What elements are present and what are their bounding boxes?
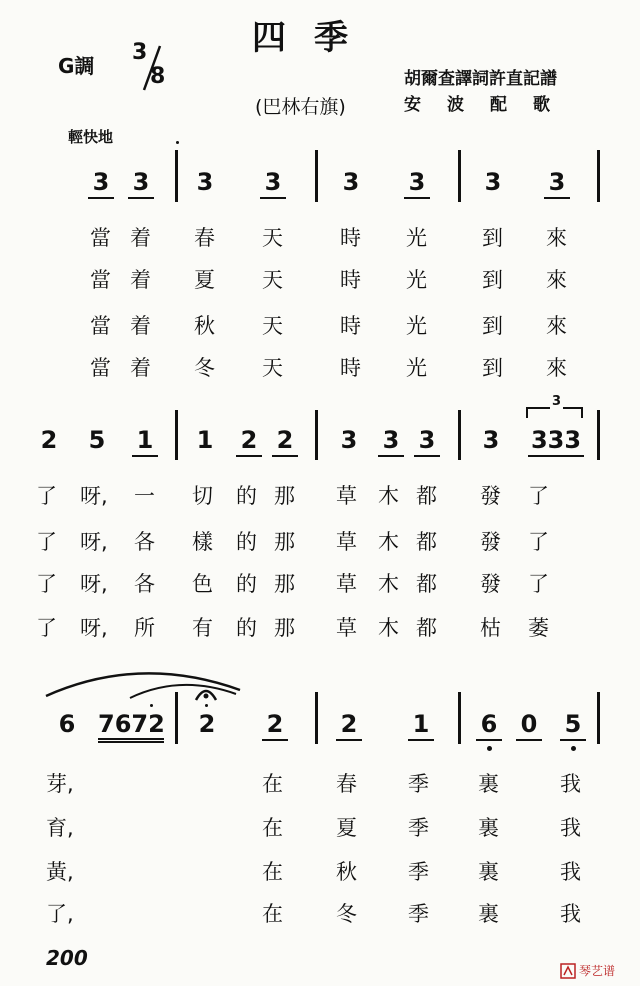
lyric: 着 bbox=[130, 268, 151, 292]
lyric: 那 bbox=[274, 572, 295, 596]
bar-line bbox=[458, 150, 461, 202]
lyric: 都 bbox=[416, 572, 437, 596]
note: 3 bbox=[482, 426, 500, 454]
lyric: 那 bbox=[274, 616, 295, 640]
watermark-text: 琴艺谱 bbox=[579, 964, 616, 978]
note: 2 bbox=[40, 426, 58, 454]
lyric: 了 bbox=[36, 572, 57, 596]
lyric: 呀, bbox=[80, 530, 108, 554]
lyric: 呀, bbox=[80, 572, 108, 596]
note: 2 bbox=[236, 426, 262, 457]
lyric: 呀, bbox=[80, 484, 108, 508]
note: 3 bbox=[342, 168, 360, 196]
lyric: 當 bbox=[90, 226, 111, 250]
note: 3 bbox=[260, 168, 286, 199]
lyric: 黃, bbox=[46, 860, 74, 884]
low-octave-dot bbox=[487, 746, 492, 751]
lyric: 樣 bbox=[192, 530, 213, 554]
lyric: 木 bbox=[378, 484, 399, 508]
lyric: 都 bbox=[416, 530, 437, 554]
note: 1 bbox=[196, 426, 214, 454]
lyric: 了 bbox=[528, 484, 549, 508]
lyric: 了 bbox=[528, 572, 549, 596]
lyric: 草 bbox=[336, 530, 357, 554]
note: 3 bbox=[340, 426, 358, 454]
lyric: 季 bbox=[408, 772, 429, 796]
lyric: 天 bbox=[262, 314, 283, 338]
time-signature-numerator: 3 bbox=[132, 40, 148, 65]
lyric: 光 bbox=[406, 356, 427, 380]
bar-line bbox=[175, 410, 178, 460]
lyric: 都 bbox=[416, 616, 437, 640]
note: 3 bbox=[544, 168, 570, 199]
bar-line bbox=[315, 410, 318, 460]
lyric: 有 bbox=[192, 616, 213, 640]
lyric: 時 bbox=[340, 314, 361, 338]
bar-line bbox=[458, 410, 461, 460]
lyric: 了 bbox=[36, 530, 57, 554]
note: 3 bbox=[128, 168, 154, 199]
region-note: (巴林右旗) bbox=[255, 96, 346, 118]
page-number: 200 bbox=[46, 946, 88, 970]
lyric: 那 bbox=[274, 484, 295, 508]
lyric: 我 bbox=[560, 860, 581, 884]
lyric: 在 bbox=[262, 860, 283, 884]
lyric: 光 bbox=[406, 268, 427, 292]
lyric: 天 bbox=[262, 356, 283, 380]
key-signature: G調 bbox=[58, 54, 95, 78]
lyric: 呀, bbox=[80, 616, 108, 640]
lyric: 都 bbox=[416, 484, 437, 508]
lyric: 時 bbox=[340, 268, 361, 292]
lyric: 着 bbox=[130, 226, 151, 250]
lyric: 季 bbox=[408, 816, 429, 840]
lyric: 裏 bbox=[478, 772, 499, 796]
lyric: 夏 bbox=[194, 268, 215, 292]
lyric: 萎 bbox=[528, 616, 549, 640]
lyric: 在 bbox=[262, 816, 283, 840]
lyric: 我 bbox=[560, 772, 581, 796]
note: 6 bbox=[58, 710, 76, 738]
note: 0 bbox=[516, 710, 542, 741]
lyric: 枯 bbox=[480, 616, 501, 640]
lyric: 草 bbox=[336, 484, 357, 508]
lyric: 時 bbox=[340, 226, 361, 250]
lyric: 當 bbox=[90, 268, 111, 292]
lyric: 光 bbox=[406, 226, 427, 250]
lyric: 着 bbox=[130, 356, 151, 380]
lyric: 所 bbox=[134, 616, 155, 640]
lyric: 夏 bbox=[336, 816, 357, 840]
lyric: 裏 bbox=[478, 816, 499, 840]
lyric: 了 bbox=[528, 530, 549, 554]
song-title: 四季 bbox=[252, 18, 376, 58]
low-octave-dot bbox=[571, 746, 576, 751]
lyric: 各 bbox=[134, 572, 155, 596]
note-group: 7672 bbox=[98, 710, 164, 743]
lyric: 秋 bbox=[336, 860, 357, 884]
tempo-marking: 輕快地 bbox=[68, 128, 114, 146]
credit-lyrics-notation: 胡爾查譯詞許直記譜 bbox=[404, 69, 557, 89]
lyric: 發 bbox=[480, 572, 501, 596]
note: 5 bbox=[560, 710, 586, 741]
lyric: 當 bbox=[90, 356, 111, 380]
lyric: 時 bbox=[340, 356, 361, 380]
lyric: 草 bbox=[336, 616, 357, 640]
bar-line bbox=[458, 692, 461, 744]
watermark-logo-icon bbox=[560, 963, 576, 979]
lyric: 了 bbox=[36, 616, 57, 640]
lyric: 木 bbox=[378, 616, 399, 640]
high-octave-dot bbox=[205, 704, 208, 707]
lyric: 春 bbox=[336, 772, 357, 796]
lyric: 到 bbox=[482, 314, 503, 338]
lyric: 到 bbox=[482, 226, 503, 250]
lyric: 色 bbox=[192, 572, 213, 596]
bar-line bbox=[175, 150, 178, 202]
lyric: 冬 bbox=[194, 356, 215, 380]
lyric: 在 bbox=[262, 902, 283, 926]
lyric: 季 bbox=[408, 860, 429, 884]
note: 3 bbox=[484, 168, 502, 196]
credit-arrangement: 安波配歌 bbox=[404, 95, 576, 115]
lyric: 在 bbox=[262, 772, 283, 796]
note: 3 bbox=[414, 426, 440, 457]
lyric: 木 bbox=[378, 530, 399, 554]
lyric: 發 bbox=[480, 484, 501, 508]
lyric: 各 bbox=[134, 530, 155, 554]
note: 3 bbox=[378, 426, 404, 457]
fermata-icon bbox=[194, 684, 218, 702]
lyric: 的 bbox=[236, 530, 257, 554]
lyric: 的 bbox=[236, 572, 257, 596]
lyric: 來 bbox=[546, 356, 567, 380]
lyric: 的 bbox=[236, 484, 257, 508]
note: 1 bbox=[132, 426, 158, 457]
watermark bbox=[560, 962, 615, 979]
lyric: 來 bbox=[546, 226, 567, 250]
lyric: 的 bbox=[236, 616, 257, 640]
lyric: 春 bbox=[194, 226, 215, 250]
note: 2 bbox=[198, 710, 216, 738]
lyric: 冬 bbox=[336, 902, 357, 926]
lyric: 發 bbox=[480, 530, 501, 554]
high-octave-dot bbox=[150, 704, 153, 707]
lyric: 了, bbox=[46, 902, 74, 926]
lyric: 裏 bbox=[478, 902, 499, 926]
lyric: 季 bbox=[408, 902, 429, 926]
note-triplet: 333 bbox=[528, 426, 584, 457]
note: 1 bbox=[408, 710, 434, 741]
tempo-dot bbox=[176, 141, 179, 144]
note: 3 bbox=[404, 168, 430, 199]
lyric: 到 bbox=[482, 268, 503, 292]
bar-line bbox=[597, 692, 600, 744]
lyric: 木 bbox=[378, 572, 399, 596]
lyric: 來 bbox=[546, 314, 567, 338]
lyric: 秋 bbox=[194, 314, 215, 338]
lyric: 一 bbox=[134, 484, 155, 508]
note: 2 bbox=[262, 710, 288, 741]
note: 2 bbox=[272, 426, 298, 457]
note: 5 bbox=[88, 426, 106, 454]
bar-line bbox=[597, 410, 600, 460]
triplet-label: 3 bbox=[552, 394, 562, 409]
lyric: 當 bbox=[90, 314, 111, 338]
bar-line bbox=[315, 150, 318, 202]
note: 3 bbox=[196, 168, 214, 196]
lyric: 了 bbox=[36, 484, 57, 508]
lyric: 天 bbox=[262, 226, 283, 250]
note: 6 bbox=[476, 710, 502, 741]
lyric: 芽, bbox=[46, 772, 74, 796]
lyric: 我 bbox=[560, 816, 581, 840]
lyric: 那 bbox=[274, 530, 295, 554]
lyric: 切 bbox=[192, 484, 213, 508]
lyric: 天 bbox=[262, 268, 283, 292]
lyric: 光 bbox=[406, 314, 427, 338]
bar-line bbox=[597, 150, 600, 202]
lyric: 裏 bbox=[478, 860, 499, 884]
lyric: 我 bbox=[560, 902, 581, 926]
slur-icon bbox=[40, 660, 250, 700]
note: 2 bbox=[336, 710, 362, 741]
bar-line bbox=[315, 692, 318, 744]
lyric: 到 bbox=[482, 356, 503, 380]
lyric: 草 bbox=[336, 572, 357, 596]
bar-line bbox=[175, 692, 178, 744]
lyric: 來 bbox=[546, 268, 567, 292]
note: 3 bbox=[88, 168, 114, 199]
lyric: 着 bbox=[130, 314, 151, 338]
lyric: 育, bbox=[46, 816, 74, 840]
time-signature-denominator: 8 bbox=[150, 64, 166, 89]
